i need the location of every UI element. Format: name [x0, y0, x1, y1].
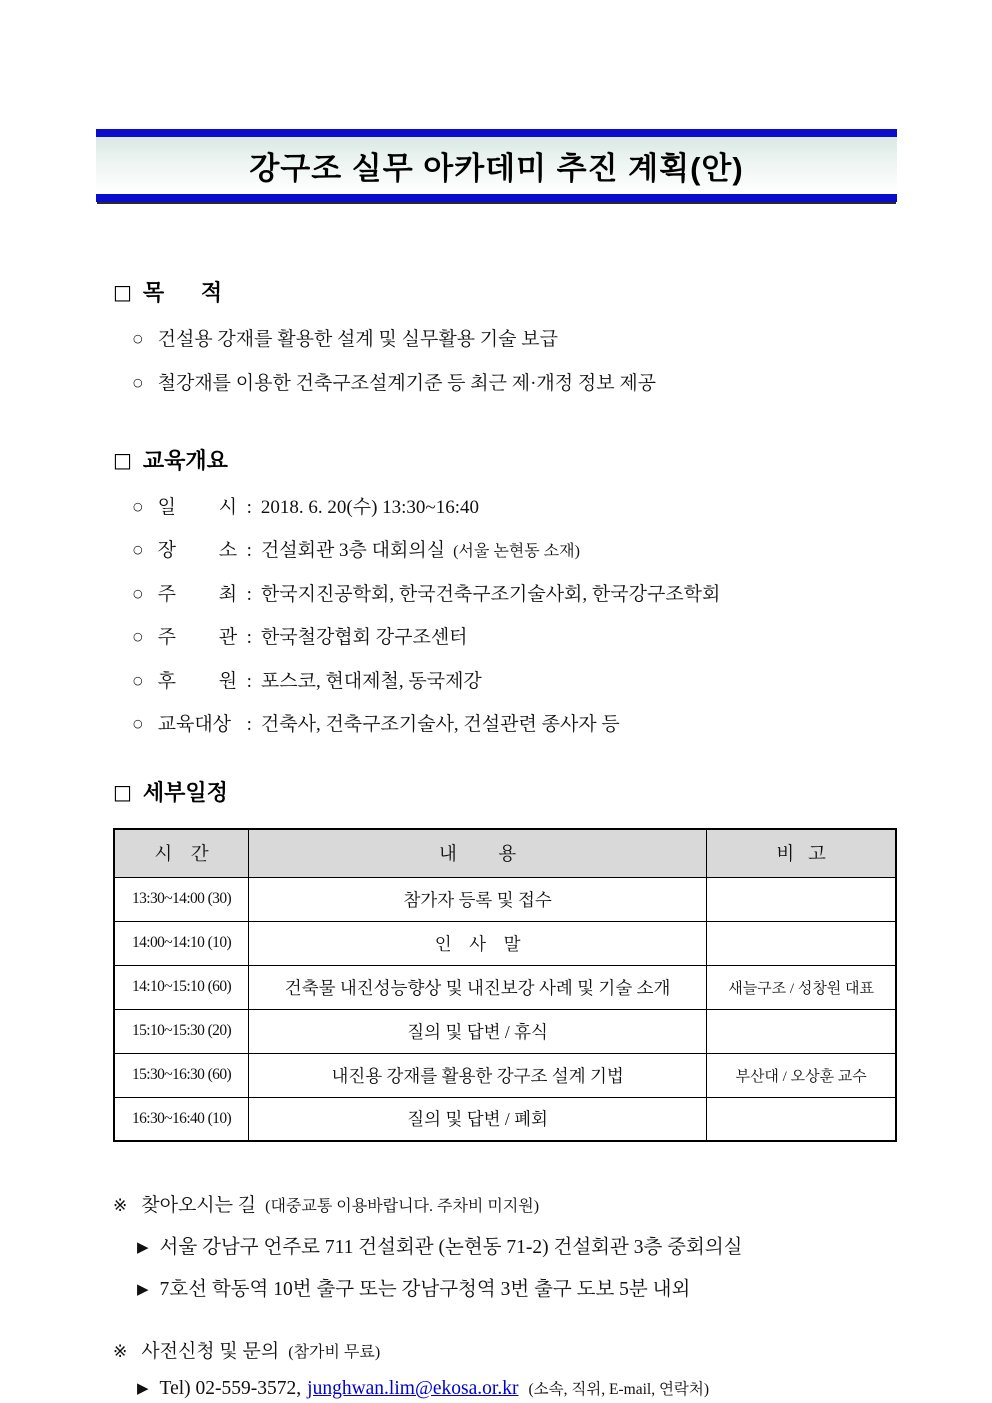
circle-bullet-icon: ○	[133, 586, 143, 600]
table-row	[114, 1009, 896, 1053]
colon-separator: :	[246, 540, 252, 561]
circle-bullet-icon: ○	[133, 630, 143, 643]
email-link[interactable]: junghwan.lim@ekosa.or.kr	[307, 1378, 519, 1399]
overview-label: 교육대상	[157, 714, 232, 735]
square-bullet-icon: □	[113, 779, 132, 804]
circle-bullet-icon: ○	[133, 332, 143, 345]
directions-line	[137, 1231, 897, 1259]
cell-remark	[707, 877, 896, 921]
overview-value: 포스코, 현대제철, 동국제강	[260, 670, 482, 692]
contact-note: (참가비 무료)	[288, 1344, 381, 1361]
cell-time: 16:30~16:40 (10)	[114, 1097, 249, 1141]
square-bullet-icon: □	[113, 447, 132, 472]
col-header-content: 내 용	[249, 829, 707, 877]
overview-label: 장 소	[157, 540, 238, 561]
cell-content: 질의 및 답변 / 폐회	[249, 1097, 707, 1141]
cell-content: 질의 및 답변 / 휴식	[249, 1009, 707, 1053]
section-purpose	[96, 276, 897, 395]
circle-bullet-icon: ○	[133, 543, 143, 556]
table-row	[114, 965, 896, 1009]
table-row	[114, 1053, 896, 1097]
section-schedule	[96, 776, 897, 1142]
purpose-item-text: 철강재를 이용한 건축구조설계기준 등 최근 제·개정 정보 제공	[157, 373, 657, 394]
purpose-heading	[113, 276, 897, 307]
overview-value: 2018. 6. 20(수) 13:30~16:40	[260, 496, 479, 518]
contact-fields-note: (소속, 직위, E-mail, 연락처)	[528, 1381, 710, 1398]
overview-row-date	[133, 492, 897, 519]
cell-time: 14:00~14:10 (10)	[114, 921, 249, 965]
arrow-bullet-icon: ▶	[137, 1379, 149, 1397]
col-header-time: 시 간	[114, 829, 249, 877]
directions-line	[137, 1273, 897, 1301]
circle-bullet-icon: ○	[133, 673, 143, 687]
arrow-bullet-icon: ▶	[137, 1280, 149, 1298]
cell-time: 13:30~14:00 (30)	[114, 877, 249, 921]
colon-separator: :	[246, 583, 252, 605]
contact-line	[137, 1377, 897, 1400]
cell-remark	[707, 1009, 896, 1053]
directions-title: 찾아오시는 길	[141, 1195, 257, 1216]
overview-row-host	[133, 579, 897, 606]
section-directions	[96, 1190, 897, 1301]
circle-bullet-icon: ○	[133, 376, 143, 389]
title-banner	[96, 129, 897, 202]
overview-value: 한국지진공학회, 한국건축구조기술사회, 한국강구조학회	[260, 583, 721, 605]
directions-heading	[113, 1190, 897, 1217]
cell-time: 15:10~15:30 (20)	[114, 1009, 249, 1053]
cell-remark: 부산대 / 오상훈 교수	[707, 1053, 896, 1097]
overview-heading	[113, 444, 897, 475]
overview-value: 건설회관 3층 대회의실	[260, 540, 446, 561]
purpose-heading-label: 목 적	[142, 280, 223, 305]
cell-content: 건축물 내진성능향상 및 내진보강 사례 및 기술 소개	[249, 965, 707, 1009]
overview-value: 한국철강협회 강구조센터	[260, 627, 468, 648]
purpose-item-text: 건설용 강재를 활용한 설계 및 실무활용 기술 보급	[157, 329, 558, 350]
page-title: 강구조 실무 아카데미 추진 계획(안)	[249, 151, 744, 186]
overview-heading-label: 교육개요	[142, 448, 228, 473]
directions-line-text: 7호선 학동역 10번 출구 또는 강남구청역 3번 출구 도보 5분 내외	[159, 1279, 691, 1300]
overview-row-organizer	[133, 622, 897, 649]
reference-mark-icon: ※	[113, 1196, 128, 1216]
overview-label: 후 원	[157, 670, 238, 692]
schedule-heading-label: 세부일정	[142, 780, 228, 805]
cell-content: 인 사 말	[249, 921, 707, 965]
directions-note: (대중교통 이용바랍니다. 주차비 미지원)	[265, 1198, 540, 1215]
overview-row-place	[133, 535, 897, 562]
col-header-remark: 비 고	[707, 829, 896, 877]
overview-row-audience	[133, 709, 897, 736]
overview-value: 건축사, 건축구조기술사, 건설관련 종사자 등	[260, 714, 620, 735]
schedule-table	[113, 828, 897, 1142]
table-header-row	[114, 829, 896, 877]
section-overview	[96, 444, 897, 736]
purpose-item	[133, 324, 897, 351]
cell-time: 14:10~15:10 (60)	[114, 965, 249, 1009]
table-row	[114, 921, 896, 965]
colon-separator: :	[246, 670, 252, 692]
cell-content: 내진용 강재를 활용한 강구조 설계 기법	[249, 1053, 707, 1097]
reference-mark-icon: ※	[113, 1342, 128, 1362]
overview-label: 일 시	[157, 496, 238, 518]
cell-remark	[707, 1097, 896, 1141]
contact-heading	[113, 1336, 897, 1363]
circle-bullet-icon: ○	[133, 499, 143, 513]
cell-remark: 새늘구조 / 성창원 대표	[707, 965, 896, 1009]
table-row	[114, 877, 896, 921]
colon-separator: :	[246, 714, 252, 735]
purpose-item	[133, 368, 897, 395]
directions-line-text: 서울 강남구 언주로 711 건설회관 (논현동 71-2) 건설회관 3층 중회의실	[159, 1237, 743, 1258]
arrow-bullet-icon: ▶	[137, 1238, 149, 1256]
colon-separator: :	[246, 496, 252, 518]
cell-remark	[707, 921, 896, 965]
colon-separator: :	[246, 627, 252, 648]
overview-label: 주 관	[157, 627, 238, 648]
cell-time: 15:30~16:30 (60)	[114, 1053, 249, 1097]
table-row	[114, 1097, 896, 1141]
contact-phone: Tel) 02-559-3572,	[159, 1378, 302, 1399]
cell-content: 참가자 등록 및 접수	[249, 877, 707, 921]
overview-note: (서울 논현동 소재)	[453, 543, 580, 560]
schedule-heading	[113, 776, 897, 807]
overview-row-sponsor	[133, 666, 897, 693]
contact-title: 사전신청 및 문의	[141, 1341, 280, 1362]
circle-bullet-icon: ○	[133, 717, 143, 730]
overview-label: 주 최	[157, 583, 238, 605]
square-bullet-icon: □	[113, 279, 132, 304]
section-contact	[96, 1336, 897, 1400]
